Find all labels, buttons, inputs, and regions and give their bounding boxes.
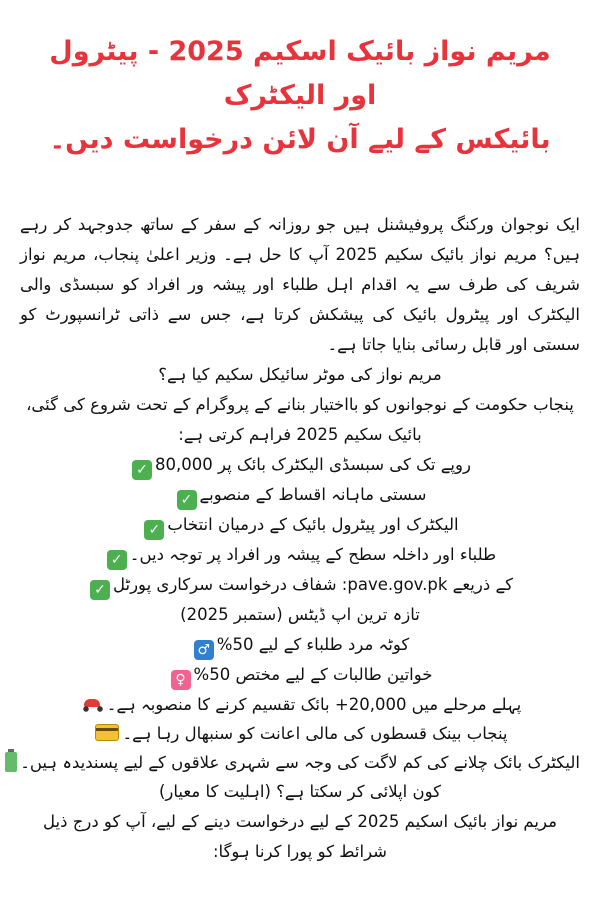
update-item	[20, 660, 580, 690]
man-icon: ♂	[194, 640, 214, 660]
update-item	[20, 690, 580, 719]
feature-item	[20, 480, 580, 510]
check-icon: ✓	[107, 550, 127, 570]
update-text: پہلے مرحلے میں 20,000+ بائک تقسیم کرنے کا منصوبہ ہے۔	[106, 695, 522, 714]
feature-text: الیکٹرک اور پیٹرول بائیک کے درمیان انتخاب	[167, 515, 459, 534]
answer-paragraph: پنجاب حکومت کے نوجوانوں کو بااختیار بنانے کے پروگرام کے تحت شروع کی گئی، بائیک سکیم 2025 فراہم کرتی ہے:	[26, 395, 574, 444]
feature-item	[20, 570, 580, 600]
woman-icon: ♀	[171, 670, 191, 690]
feature-text: طلباء اور داخلہ سطح کے پیشہ ور افراد پر توجہ دیں۔	[129, 545, 497, 564]
article-title	[0, 0, 600, 162]
feature-item	[20, 450, 580, 480]
battery-icon	[5, 752, 17, 772]
update-item	[20, 719, 580, 748]
intro-paragraph: ایک نوجوان ورکنگ پروفیشنل ہیں جو روزانہ کے سفر کے ساتھ جدوجہد کر رہے ہیں؟ مریم نواز بائیک سکیم 2025 آپ کا حل ہے۔ وزیر اعلیٰ پنجاب، مریم نواز شریف کی طرف سے یہ اقدام اہل طلباء اور پیشہ ور افراد کو سبسڈی والی الیکٹرک اور پیٹرول بائیک کی پیشکش کرتا ہے، جس سے ذاتی ٹرانسپورٹ کو سستی اور قابل رسائی بنایا جاتا ہے۔	[20, 215, 580, 354]
update-text: کوٹہ مرد طلباء کے لیے 50%	[216, 635, 410, 654]
check-icon: ✓	[177, 490, 197, 510]
closing-paragraph: مریم نواز بائیک اسکیم 2025 کے لیے درخواست دینے کے لیے، آپ کو درج ذیل شرائط کو پورا کرنا ہوگا:	[43, 812, 557, 861]
question-who-can-apply: کون اپلائی کر سکتا ہے؟ (اہلیت کا معیار)	[159, 782, 441, 801]
updates-list	[20, 630, 580, 777]
title-line-1: مریم نواز بائیک اسکیم 2025 - پیٹرول اور الیکٹرک	[49, 36, 551, 111]
feature-item	[20, 540, 580, 570]
card-icon	[95, 724, 119, 741]
features-list	[20, 450, 580, 600]
update-item	[20, 748, 580, 777]
feature-item	[20, 510, 580, 540]
check-icon: ✓	[90, 580, 110, 600]
update-text: الیکٹرک بائک چلانے کی کم لاگت کی وجہ سے شہری علاقوں کے لیے پسندیدہ ہیں۔	[20, 753, 580, 772]
article-body	[0, 162, 600, 867]
feature-text: روپے تک کی سبسڈی الیکٹرک بائک پر 80,000	[155, 455, 471, 474]
update-text: پنجاب بینک قسطوں کی مالی اعانت کو سنبھال رہا ہے۔	[122, 724, 508, 743]
update-text: خواتین طالبات کے لیے مختص 50%	[193, 665, 433, 684]
question-what-is-scheme: مریم نواز کی موٹر سائیکل سکیم کیا ہے؟	[158, 365, 442, 384]
check-icon: ✓	[144, 520, 164, 540]
scooter-icon	[82, 695, 104, 713]
feature-text: کے ذریعے pave.gov.pk: شفاف درخواست سرکاری پورٹل	[112, 575, 513, 594]
update-item	[20, 630, 580, 660]
title-line-2: بائیکس کے لیے آن لائن درخواست دیں۔	[49, 124, 551, 155]
updates-heading: تازہ ترین اپ ڈیٹس (ستمبر 2025)	[180, 605, 420, 624]
check-icon: ✓	[132, 460, 152, 480]
feature-text: سستی ماہانہ اقساط کے منصوبے	[199, 485, 427, 504]
